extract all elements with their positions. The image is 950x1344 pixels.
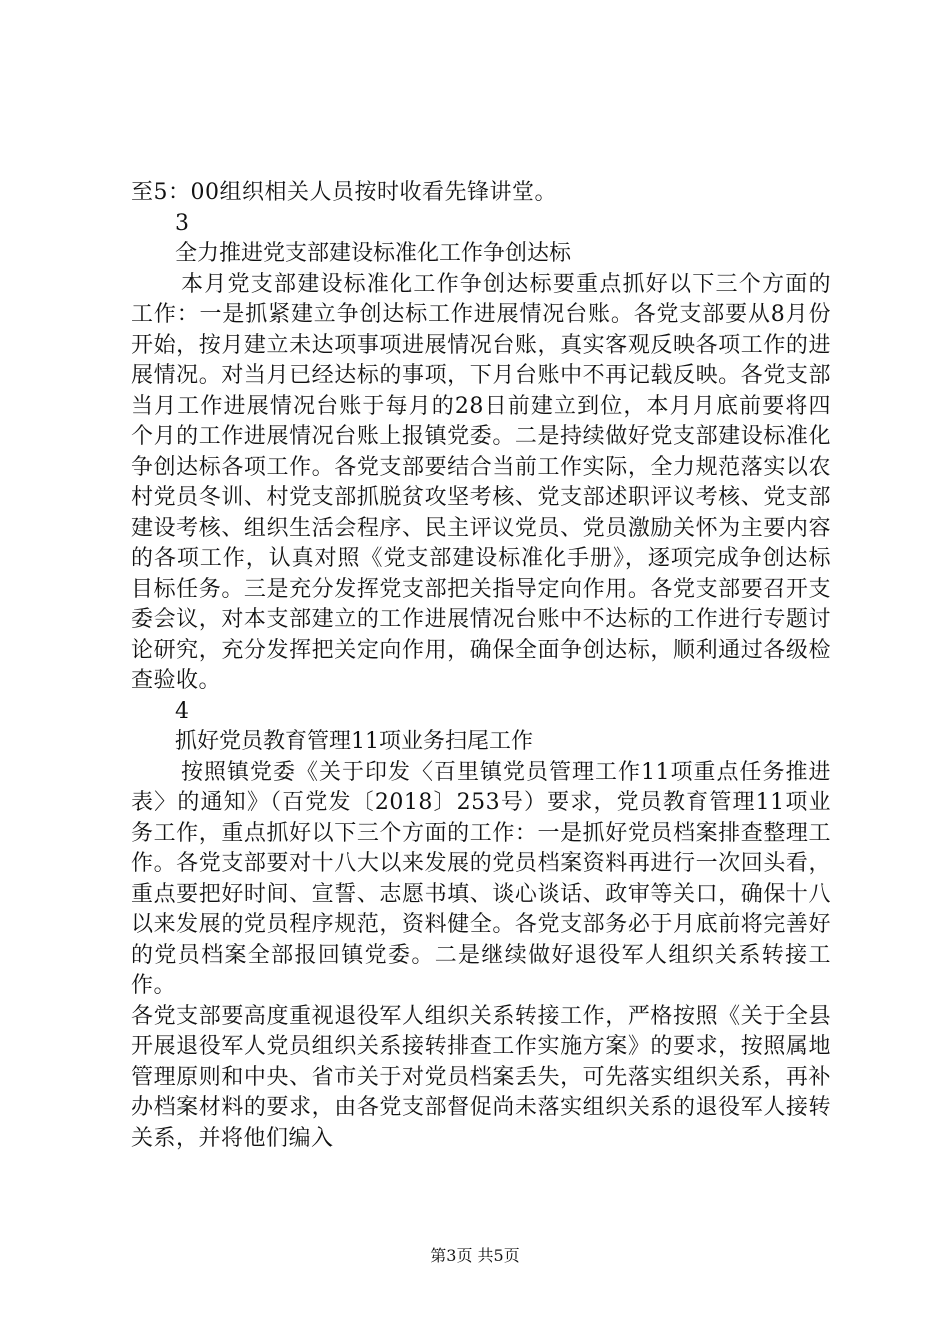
section-number-3: 3	[175, 210, 189, 236]
section-title-4: 抓好党员教育管理11项业务扫尾工作	[175, 729, 533, 754]
section-number-4: 4	[175, 698, 189, 724]
section-body-4b: 各党支部要高度重视退役军人组织关系转接工作，严格按照《关于全县开展退役军人党员组织关系接转排查工作实施方案》的要求，按照属地管理原则和中央、省市关于对党员档案丢失，可先落实组织关系，再补办档案材料的要求，由各党支部督促尚未落实组织关系的退役军人接转关系，并将他们编入	[131, 1003, 831, 1151]
section-title-3: 全力推进党支部建设标准化工作争创达标	[175, 241, 572, 266]
section-body-4a: 按照镇党委《关于印发〈百里镇党员管理工作11项重点任务推进表〉的通知》（百党发〔2018〕253号）要求，党员教育管理11项业务工作，重点抓好以下三个方面的工作：一是抓好党员档案排查整理工作。各党支部要对十八大以来发展的党员档案资料再进行一次回头看，重点要把好时间、宣誓、志愿书填、谈心谈话、政审等关口，确保十八以来发展的党员程序规范，资料健全。各党支部务必于月底前将完善好的党员档案全部报回镇党委。二是继续做好退役军人组织关系转接工作。	[131, 759, 831, 998]
continued-paragraph: 至5：00组织相关人员按时收看先锋讲堂。	[131, 180, 557, 205]
document-body	[131, 178, 831, 1154]
page-footer: 第3页 共5页	[430, 1246, 520, 1265]
section-body-3: 本月党支部建设标准化工作争创达标要重点抓好以下三个方面的工作：一是抓紧建立争创达标工作进展情况台账。各党支部要从8月份开始，按月建立未达项事项进展情况台账，真实客观反映各项工作的进展情况。对当月已经达标的事项，下月台账中不再记载反映。各党支部当月工作进展情况台账于每月的28日前建立到位，本月月底前要将四个月的工作进展情况台账上报镇党委。二是持续做好党支部建设标准化争创达标各项工作。各党支部要结合当前工作实际，全力规范落实以农村党员冬训、村党支部抓脱贫攻坚考核、党支部述职评议考核、党支部建设考核、组织生活会程序、民主评议党员、党员激励关怀为主要内容的各项工作，认真对照《党支部建设标准化手册》，逐项完成争创达标目标任务。三是充分发挥党支部把关指导定向作用。各党支部要召开支委会议，对本支部建立的工作进展情况台账中不达标的工作进行专题讨论研究，充分发挥把关定向作用，确保全面争创达标，顺利通过各级检查验收。	[131, 271, 831, 693]
